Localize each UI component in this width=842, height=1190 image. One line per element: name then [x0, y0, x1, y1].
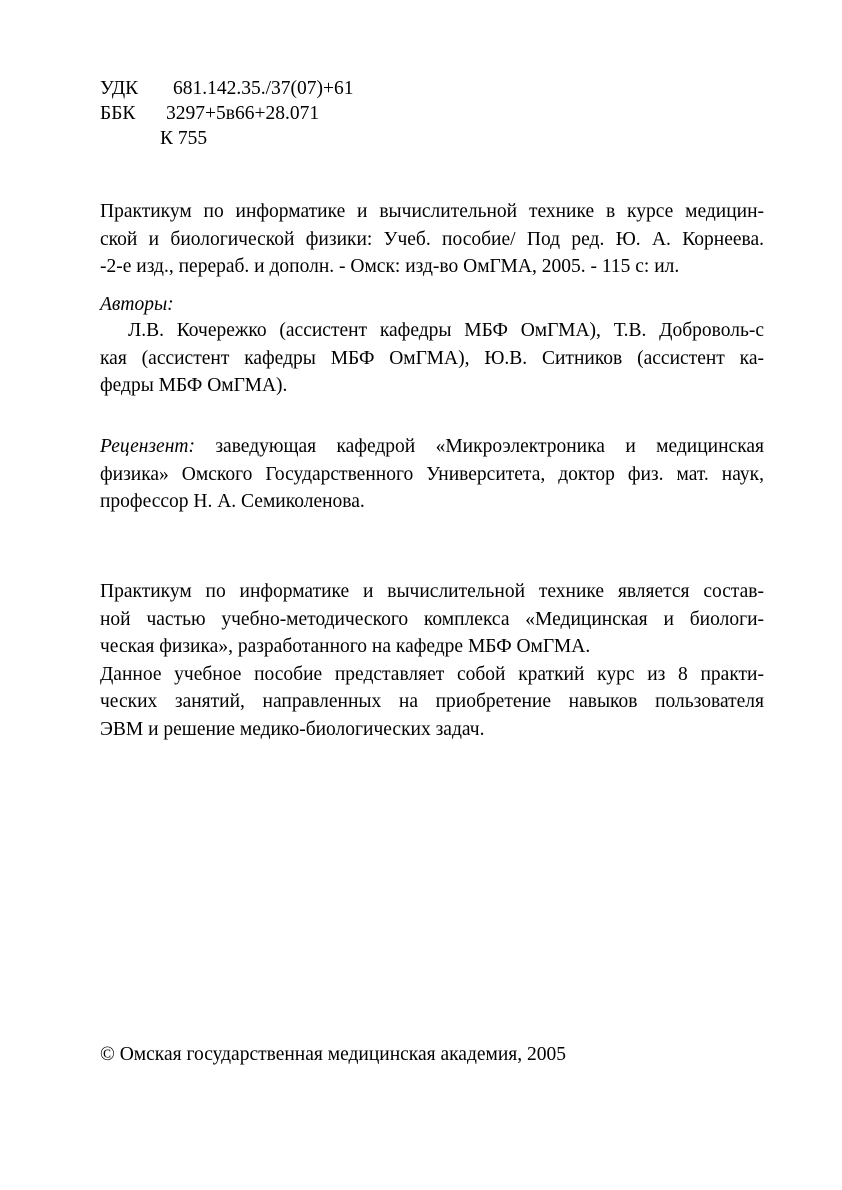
- reviewer-line: [100, 433, 764, 461]
- abstract-line: ной частью учебно-методического комплекса «Медицинская и биологи-: [100, 608, 764, 630]
- bbk-value: 3297+5в66+28.071: [166, 103, 320, 124]
- udk-label: УДК: [100, 78, 139, 99]
- authors-line: федры МБФ ОмГМА).: [100, 375, 288, 396]
- abstract: [100, 578, 764, 743]
- udk-value: 681.142.35./37(07)+61: [173, 78, 354, 99]
- authors-list: [100, 317, 764, 400]
- authors-line: Л.В. Кочережко (ассистент кафедры МБФ ОмГМА), Т.В. Доброволь-с: [128, 320, 764, 341]
- copyright-notice: © Омская государственная медицинская академия, 2005: [100, 1044, 567, 1065]
- bbk-label: ББК: [100, 103, 136, 124]
- abstract-line: ческих занятий, направленных на приобретение навыков пользователя: [100, 691, 764, 712]
- abstract-line: ческая физика», разработанного на кафедре МБФ ОмГМА.: [100, 636, 591, 657]
- citation-line: -2-е изд., перераб. и дополн. - Омск: изд-во ОмГМА, 2005. - 115 с: ил.: [100, 256, 680, 277]
- reviewer-first-line: заведующая кафедрой «Микроэлектроника и медицинская: [215, 436, 765, 457]
- author-sign: К 755: [160, 128, 208, 149]
- reviewer-line: физика» Омского Государственного Университета, доктор физ. мат. наук,: [100, 463, 764, 485]
- reviewer-heading: Рецензент:: [100, 436, 195, 457]
- citation-line: ской и биологической физики: Учеб. пособие/ Под ред. Ю. А. Корнеева.: [100, 228, 764, 250]
- authors-line: кая (ассистент кафедры МБФ ОмГМА), Ю.В. Ситников (ассистент ка-: [100, 347, 764, 369]
- authors-heading: Авторы:: [100, 294, 174, 315]
- abstract-line: Практикум по информатике и вычислительной технике является состав-: [100, 581, 764, 602]
- reviewer: [100, 433, 764, 516]
- abstract-line: Данное учебное пособие представляет собой краткий курс из 8 практи-: [100, 663, 764, 685]
- reviewer-line: профессор Н. А. Семиколенова.: [100, 491, 365, 512]
- citation: [100, 198, 764, 281]
- abstract-line: ЭВМ и решение медико-биологических задач.: [100, 718, 485, 740]
- citation-line: Практикум по информатике и вычислительной технике в курсе медицин-: [100, 201, 764, 222]
